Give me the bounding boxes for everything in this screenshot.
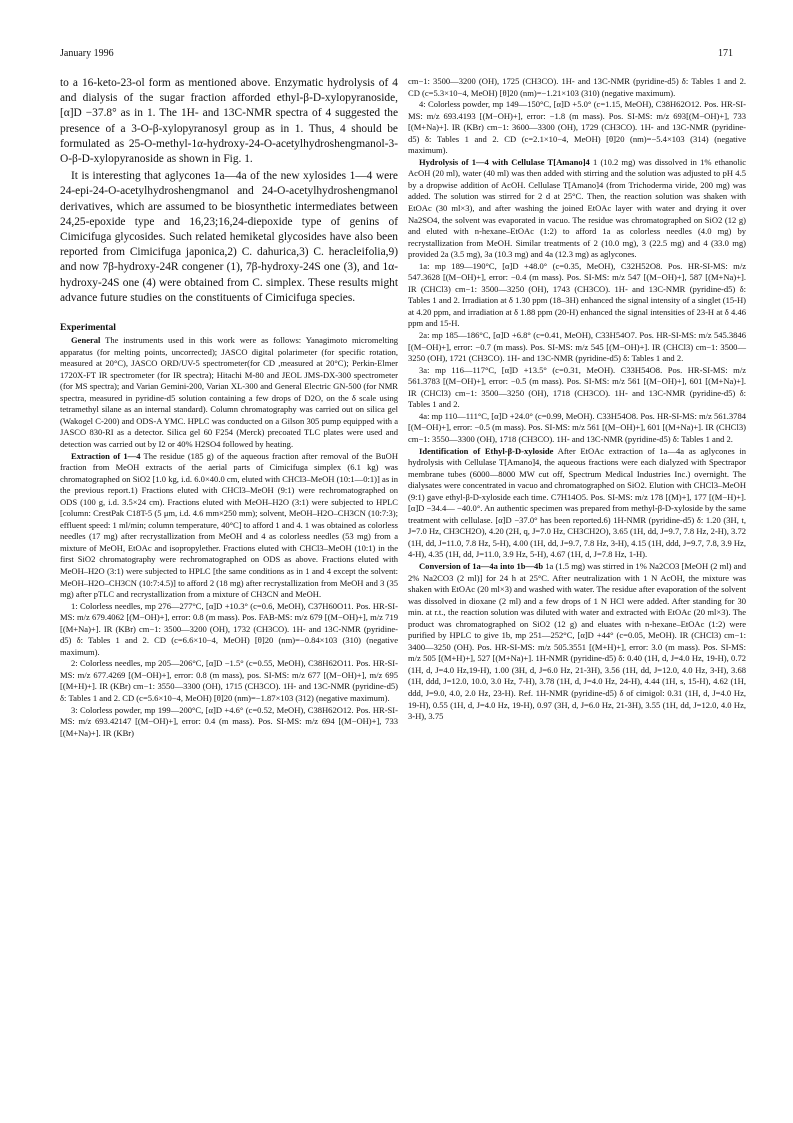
running-header xyxy=(60,48,733,62)
experimental-heading: Experimental xyxy=(60,322,116,334)
compound-paragraph: 3: Colorless powder, mp 199—200°C, [α]D +4.6° (c=0.52, MeOH), C38H62O12. Pos. HR-SI-MS: m/z 693.42147 [(M−OH)+], error: 0.4 (m mass). Pos. SI-MS: m/z 694 [(M−OH)+], 733 [(M+Na)+]. IR (KBr) xyxy=(60,704,398,738)
hydrolysis-heading: Hydrolysis of 1—4 with Cellulase T[Amano]4 xyxy=(419,156,590,167)
conversion-text: 1a (1.5 mg) was stirred in 1% Na2CO3 [MeOH (2 ml) and 2% Na2CO3 (2 ml)] for 24 h at 25°C. After neutralization with 1 N AcOH, the mixture was shaken with EtOAc (20 ml×3) and washed with water. The residue after evaporation of the solvent was dissolved in dioxane (2 ml) and a few drops of 1 N HCl were added. After standing for 30 min. at r.t., the reaction solution was diluted with water and extracted with EtOAc (20 ml×3). The product was chromatographed on SiO2 (12 g) and eluates with n-hexane–EtOAc (1:2) were purified by HPLC to give 1b, mp 251—252°C, [α]D +44° (c=0.05, MeOH). IR (CHCl3) cm−1: 3400—3250 (OH). Pos. HR-SI-MS: m/z 505.3551 [(M+H)+], error: 3.0 (m mass). Pos. SI-MS: m/z 505 [(M+H)+], 527 [(M+Na)+]. 1H-NMR (pyridine-d5) δ: 0.40 (1H, d, J=4.0 Hz, 19-H), 0.72 (1H, d, J=4.0 Hz,19-H), 1.00 (3H, d, J=6.0 Hz, 21-3H), 3.56 (1H, dd, J=12.0, 4.0 Hz, 3-H), 3.68 (1H, ddd, J=12.0, 10.0, 3.0 Hz, 7-H), 3.78 (1H, d, J=4.0 Hz, 24-H), 4.44 (1H, s, 15-H), 4.62 (1H, ddd, J=9.0, 4.0, 2.0 Hz, 23-H). Ref. 1H-NMR (pyridine-d5) δ of cimigol: 0.31 (1H, d, J=4.0 Hz, 19-H), 0.55 (1H, d, J=4.0 Hz, 19-H), 0.97 (3H, d, J=6.0 Hz, 21-3H), 3.55 (1H, dd, J=12.0, 4.0 Hz, 3-H), 3.75 xyxy=(408,560,746,722)
discussion-paragraph: to a 16-keto-23-ol form as mentioned above. Enzymatic hydrolysis of 4 and dialysis of the sugar fraction afforded ethyl-β-D-xylopyranoside, [α]D −37.8° as in 1. The 1H- and 13C-NMR spectra of 4 suggested the presence of a 3-O-β-xylopyranosyl group as in 1. Thus, 4 should be formulated as 25-O-methyl-1α-hydroxy-24-O-acetylhydroshengmanol-3-O-β-D-xylopyranoside as shown in Fig. 1. xyxy=(60,77,398,166)
left-column xyxy=(60,76,398,739)
general-heading: General xyxy=(71,335,101,346)
discussion-section xyxy=(60,76,398,306)
compound-paragraph: 2: Colorless needles, mp 205—206°C, [α]D −1.5° (c=0.55, MeOH), C38H62O11. Pos. HR-SI-MS: m/z 677.4269 [(M−OH)+], error: 0.8 (m mass), pos. SI-MS: m/z 677 [(M−OH)+], m/z 695 [(M+H)+]. IR (KBr) cm−1: 3550—3300 (OH), 1715 (CH3CO). 1H- and 13C-NMR (pyridine-d5) δ: Tables 1 and 2. CD (c=5.6×10−4, MeOH) [θ]20 (nm)=−1.87×103 (312) (negative maximum). xyxy=(60,658,398,703)
general-text: The instruments used in this work were as follows: Yanagimoto micromelting apparatus (for melting points, uncorrected); JASCO digital polarimeter (for specific rotation, measured at 20°C), JASCO ORD/UV-5 spectrometer(for CD ,measured at 20°C); Perkin-Elmer 1720X-FT IR spectrometer (for IR spectra); Hitachi M-80 and JEOL JMS-DX-300 spectrometer (for MS spectra); and Varian Gemini-200, Varian XL-300 and General Electric GN-500 (for NMR spectra, measured in pyridine-d5 solution containing a few drops of D2O, on the δ scale using tetramethyl silane as an internal standard). Column chromatography was carried out on silica gel (Wakogel C-200) and ODS-A YMC. HPLC was conducted on a Gilson 305 pump equipped with a JASCO 830-RI as a detector. Silica gel 60 F254 (Merck) precoated TLC plates were used and detection was carried out by I2 or 40% H2SO4 followed by heating. xyxy=(60,335,399,449)
general-paragraph xyxy=(60,335,398,450)
identification-heading: Identification of Ethyl-β-D-xyloside xyxy=(419,445,554,456)
experimental-section xyxy=(60,335,398,739)
compound-paragraph: cm−1: 3500—3200 (OH), 1725 (CH3CO). 1H- and 13C-NMR (pyridine-d5) δ: Tables 1 and 2. CD (c=5.3×10−4, MeOH) [θ]20 (nm)=−1.21×103 (310) (negative maximum). xyxy=(408,76,746,98)
identification-paragraph xyxy=(408,446,746,561)
experimental-continued xyxy=(408,76,746,723)
conversion-heading: Conversion of 1a—4a into 1b—4b xyxy=(419,560,544,571)
aglycone-paragraph: 4a: mp 110—111°C, [α]D +24.0° (c=0.99, MeOH). C33H54O8. Pos. HR-SI-MS: m/z 561.3784 [(M−OH)+], error: −0.5 (m mass). Pos. SI-MS: m/z 561 [(M−OH)+], 601 [(M+Na)+]. IR (CHCl3) cm−1: 3550—3300 (OH), 1718 (CH3CO). 1H- and 13C-NMR (pyridine-d5) δ: Tables 1 and 2. xyxy=(408,410,746,444)
aglycone-paragraph: 1a: mp 189—190°C, [α]D +48.0° (c=0.35, MeOH), C32H52O8. Pos. HR-SI-MS: m/z 547.3628 [(M−OH)+], error: −0.4 (m mass). Pos. SI-MS: m/z 547 [(M−OH)+], 587 [(M+Na)+]. IR (CHCl3) cm−1: 3500—3250 (OH), 1743 (CH3CO). 1H- and 13C-NMR (pyridine-d5) δ: Tables 1 and 2. Irradiation at δ 1.30 ppm (18–3H) enhanced the signal intensity of a singlet (15-H) at 4.20 ppm, and irradiation at δ 1.88 ppm (20-H) enhanced the signal intensities of 23-H at δ 4.46 ppm and 15-H. xyxy=(408,260,746,329)
right-column xyxy=(408,76,746,723)
discussion-paragraph: It is interesting that aglycones 1a—4a of the new xylosides 1—4 were 24-epi-24-O-acetylhydroshengmanol and 24-O-acetylhydroshengmanol derivatives, which are assumed to be biosynthetic intermediates between 24,25-epoxide type and 16,23;16,24-diepoxide type of genins of Cimicifuga glycosides. Such related hemiketal glycosides have also been reported from Cimicifuga japonica,2) C. dahurica,3) C. heracleifolia,9) and now 7β-hydroxy-24R congener (1), 7β-hydroxy-24S one (3), and 1α-hydroxy-24S one (4) were obtained from C. simplex. These results might advance future studies on the constituents of Cimicifuga species. xyxy=(60,170,398,304)
hydrolysis-text: 1 (10.2 mg) was dissolved in 1% ethanolic AcOH (20 ml), water (40 ml) was then added with stirring and the solution was adjusted to pH 4.5 by a dropwise addition of AcOH. Cellulase T[Amano]4 (from Trichoderma viride, 200 mg) was added. The solution was stirred for 2 d at 25°C. Then, the reaction solution was shaken with EtOAc (30 ml×3), and after washing the joined EtOAc layer with water and drying it over Na2SO4, the solvent was evaporated in vacuo. The residue was chromatographed on SiO2 (12 g) and eluted with n-hexane–EtOAc (1:2) to afford 1a as colorless needles (4.0 mg) by recrystallization from MeOH. Similar treatments of 2 (10.0 mg), 3 (22.5 mg) and 4 (33.0 mg) provided 2a (3.5 mg), 3a (10.3 mg) and 4a (12.3 mg) as aglycones. xyxy=(408,156,746,260)
extraction-text: The residue (185 g) of the aqueous fraction after removal of the BuOH fraction from MeOH extracts of the aerial parts of Cimicifuga simplex (6.1 kg) was chromatographed on SiO2 [1.0 kg, i.d. 6.0×40.0 cm, eluted with CHCl3–MeOH (10:1—0:1)] as in the previous report.1) Fractions eluted with CHCl3–MeOH (9:1) were rechromatographed on ODS (100 g, i.d. 3.5×24 cm). Fractions eluted with MeOH–H2O (3:1) were subjected to HPLC [column: CrestPak C18T-5 (5 μm, i.d. 4.6 mm×250 mm); solvent, MeOH–H2O–CH3CN (10:7:3); effluent speed: 1 ml/min; column temperature, 40°C] to afford 1 and 4. 1 was obtained as colorless needles (17 mg) after recrystallization from MeOH and 4 as colorless needles (53 mg) from a mixture of MeOH, EtOAc and isopropylether. Fractions eluted with CHCl3–MeOH (10:1) in the first SiO2 chromatography were rechromatographed on ODS as above. Fractions eluted with MeOH–H2O (3:1) were subjected to HPLC [the same conditions as in 1 and 4 except the solvent: MeOH–H2O–CH3CN (10:7:4.5)] to afford 2 (18 mg) after recrystallization from MeOH and 3 (35 mg) after pTLC and recrystallization from a mixture of CH3CN and MeOH. xyxy=(60,450,399,600)
issue-date: January 1996 xyxy=(60,48,114,59)
hydrolysis-paragraph xyxy=(408,157,746,261)
aglycone-paragraph: 2a: mp 185—186°C, [α]D +6.8° (c=0.41, MeOH), C33H54O7. Pos. HR-SI-MS: m/z 545.3846 [(M−OH)+], error: −0.7 (m mass). Pos. SI-MS: m/z 545 [(M−OH)+]. IR (CHCl3) cm−1: 3500—3250 (OH), 1721 (CH3CO). 1H- and 13C-NMR (pyridine-d5) δ: Tables 1 and 2. xyxy=(408,330,746,364)
compound-paragraph: 1: Colorless needles, mp 276—277°C, [α]D +10.3° (c=0.6, MeOH), C37H60O11. Pos. HR-SI-MS: m/z 679.4062 [(M−OH)+], error: 0.8 (m mass). Pos. FAB-MS: m/z 679 [(M−OH)+], m/z 719 [(M+Na)+]. IR (KBr) cm−1: 3500—3200 (OH), 1732 (CH3CO). 1H- and 13C-NMR (pyridine-d5) δ: Tables 1 and 2. CD (c=6.6×10−4, MeOH) [θ]20 (nm)=−0.84×103 (310) (negative maximum). xyxy=(60,600,398,657)
aglycone-paragraph: 3a: mp 116—117°C, [α]D +13.5° (c=0.31, MeOH). C33H54O8. Pos. HR-SI-MS: m/z 561.3783 [(M−OH)+], error: −0.5 (m mass). Pos. SI-MS: m/z 561 [(M−OH)+], 601 [(M+Na)+]. IR (CHCl3) cm−1: 3500—3250 (OH), 1718 (CH3CO). 1H- and 13C-NMR (pyridine-d5) δ: Tables 1 and 2. xyxy=(408,364,746,410)
extraction-paragraph xyxy=(60,451,398,601)
page-number: 171 xyxy=(718,48,733,59)
compound-paragraph: 4: Colorless powder, mp 149—150°C, [α]D +5.0° (c=1.15, MeOH), C38H62O12. Pos. HR-SI-MS: m/z 693.4193 [(M−OH)+], error: −1.8 (m mass). Pos. SI-MS: m/z 693[(M−OH)+], 733 [(M+Na)+]. IR (KBr) cm−1: 3600—3300 (OH), 1729 (CH3CO). 1H- and 13C-NMR (pyridine-d5) δ: Tables 1 and 2. CD (c=2.1×10−4, MeOH) [θ]20 (nm)=−5.4×103 (314) (negative maximum). xyxy=(408,99,746,156)
conversion-paragraph xyxy=(408,561,746,723)
identification-text: After EtOAc extraction of 1a—4a as aglycones in hydrolysis with Cellulase T[Amano]4, the aqueous fractions were each dialyzed with Spectrapor membrane tubes (6000—8000 MW cut off, Spectrum Medical Industries Inc.) overnight. The dialysates were concentrated in vacuo and chromatographed on SiO2. Elution with CHCl3–MeOH (9:1) gave ethyl-β-D-xyloside each time. C7H14O5. Pos. SI-MS: m/z 178 [(M)+], 177 [(M−H)+]. [α]D −34.4— −40.0°. An authentic specimen was prepared from methyl-β-D-xyloside by the same treatment with cellulase. [α]D −37.0° has been reported.6) 1H-NMR (pyridine-d5) δ: 1.20 (3H, t, J=7.0 Hz, CH3CH2O), 4.20 (2H, q, J=7.0 Hz, CH3CH2O), 3.65 (1H, dd, J=9.7, 7.8 Hz, 2-H), 3.72 (1H, dd, J=11.0, 7.8 Hz, 5-H), 4.00 (1H, dd, J=9.7, 7.8 Hz, 3-H), 4.15 (1H, ddd, J=9.7, 7.8, 3.9 Hz, 4-H), 4.35 (1H, dd, J=11.0, 3.9 Hz, 5-H), 4.67 (1H, d, J=7.8 Hz, 1-H). xyxy=(408,445,747,560)
extraction-heading: Extraction of 1—4 xyxy=(71,450,141,461)
